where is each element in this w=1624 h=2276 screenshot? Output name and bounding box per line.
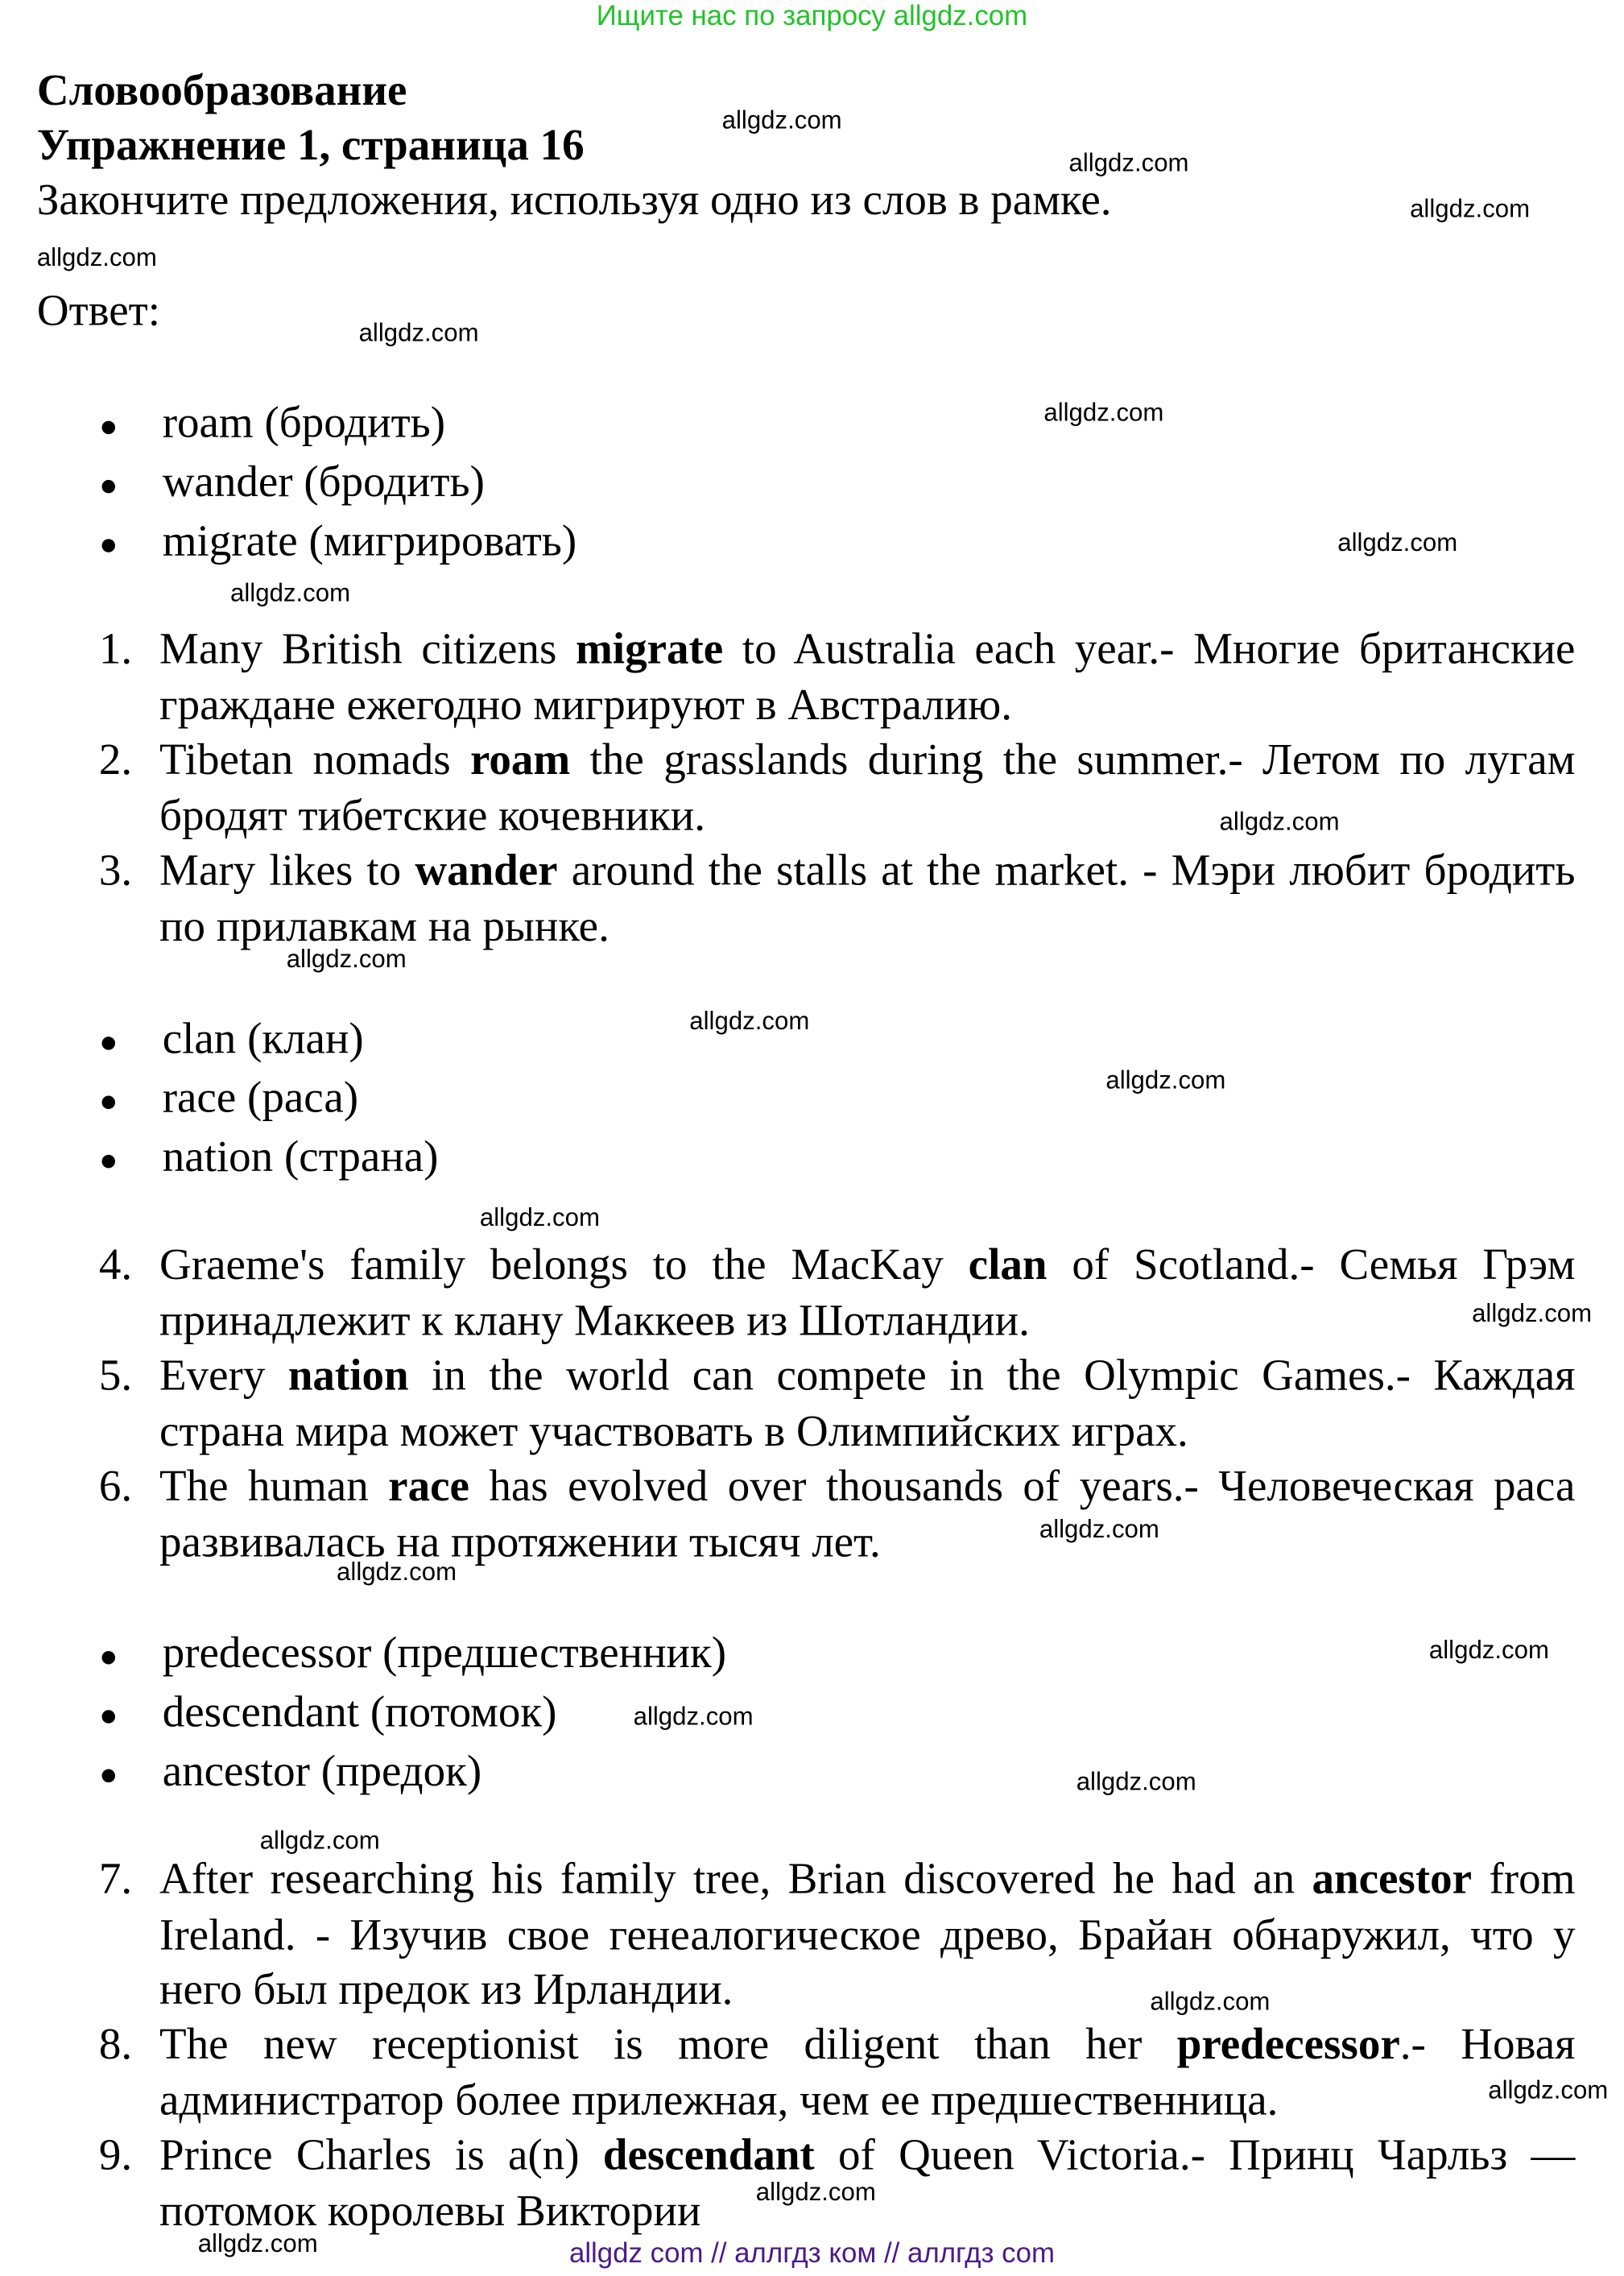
word-text: clan (клан) [162,1014,364,1064]
watermark: allgdz.com [197,2229,318,2258]
word-bullet [99,1743,481,1802]
word-text: migrate (мигрировать) [162,516,577,566]
answer-word: ancestor [1312,1855,1473,1904]
answer-word: race [388,1462,469,1511]
word-bullet [99,1128,439,1187]
word-bullet [99,1624,726,1683]
bullet-icon [102,1036,116,1049]
item-number: 5. [98,1351,133,1401]
watermark: allgdz.com [633,1703,754,1731]
sentence-start: Many British citizens [159,624,576,674]
watermark: allgdz.com [1337,528,1458,557]
watermark: allgdz.com [1105,1066,1226,1095]
sentence-item [99,843,1576,954]
answer-word: migrate [575,624,724,674]
watermark: allgdz.com [230,578,351,607]
item-number: 7. [98,1855,133,1904]
sentence-end: .- Новая администратор более прилежная, чем ее предшественница. [159,2020,1576,2125]
item-number: 6. [98,1462,133,1511]
answer-word: clan [968,1240,1048,1289]
watermark: allgdz.com [1472,1299,1593,1328]
word-bullet [99,1683,557,1742]
word-text: nation (страна) [162,1132,439,1181]
answer-label: Ответ: [36,286,161,336]
word-bullet [99,512,576,571]
watermark: allgdz.com [1076,1767,1196,1796]
watermark: allgdz.com [689,1007,810,1036]
sentence-end: to Australia each year.- Многие британские граждане ежегодно мигрируют в Австралию. [159,624,1576,729]
watermark: allgdz.com [337,1558,457,1587]
answer-word: predecessor [1176,2020,1400,2069]
watermark: allgdz.com [1043,399,1164,427]
answer-word: roam [470,735,571,784]
section-title: Словообразование [36,66,407,116]
sentence-item [99,1459,1576,1570]
word-bullet [99,395,445,453]
watermark: allgdz.com [479,1203,600,1232]
sentence-end: of Scotland.- Семья Грэм принадлежит к клану Маккеев из Шотландии. [159,1240,1576,1345]
answer-word: descendant [602,2130,815,2180]
watermark: allgdz.com [36,243,157,272]
watermark: allgdz.com [1219,807,1340,836]
bullet-icon [102,539,116,552]
sentence-start: After researching his family tree, Brian discovered he had an [159,1855,1312,1904]
watermark: allgdz.com [286,945,407,974]
sentence-start: Tibetan nomads [159,735,471,784]
sentence-item [99,1238,1576,1349]
answer-word: nation [287,1351,409,1401]
word-text: descendant (потомок) [162,1687,557,1737]
sentence-end: around the stalls at the market. - Мэри любит бродить по прилавкам на рынке. [159,846,1576,950]
item-number: 9. [98,2130,133,2180]
sentence-start: The new receptionist is more diligent than her [159,2020,1177,2069]
watermark: allgdz.com [721,106,842,134]
watermark: allgdz.com [1428,1636,1549,1665]
sentence-start: Prince Charles is a(n) [159,2130,603,2180]
footer-links: allgdz com // аллгдз ком // аллгдз com [568,2238,1055,2270]
bullet-icon [102,479,116,493]
sentence-item [99,2017,1576,2129]
bullet-icon [102,1769,116,1782]
sentence-item [99,732,1576,843]
watermark: allgdz.com [259,1827,380,1856]
watermark: allgdz.com [1410,195,1531,223]
sentence-end: of Queen Victoria.- Принц Чарльз — потомок королевы Виктории [159,2130,1576,2236]
sentence-end: the grasslands during the summer.- Летом по лугам бродят тибетские кочевники. [159,735,1576,840]
sentence-end: from Ireland. - Изучив свое генеалогическое древо, Брайан обнаружил, что у него был предок из Ирландии. [159,1855,1576,2015]
item-number: 4. [98,1240,133,1289]
answer-word: wander [415,846,558,896]
bullet-icon [102,1154,116,1168]
watermark: allgdz.com [1068,149,1189,178]
word-text: wander (бродить) [162,457,485,507]
sentence-item [99,622,1576,733]
bullet-icon [102,1095,116,1109]
sentence-start: Every [159,1351,288,1401]
word-text: ancestor (предок) [162,1747,482,1796]
item-number: 8. [98,2020,133,2069]
sentence-item [99,1852,1576,2017]
task-text: Закончите предложения, используя одно из слов в рамке. [36,176,1112,225]
word-bullet [99,1070,358,1128]
item-number: 3. [98,846,133,896]
word-bullet [99,453,485,512]
bullet-icon [102,1650,116,1664]
watermark: allgdz.com [1150,1988,1271,2016]
bullet-icon [102,1710,116,1724]
word-text: roam (бродить) [162,399,446,448]
exercise-heading: Упражнение 1, страница 16 [36,121,585,170]
watermark: allgdz.com [755,2178,876,2207]
watermark: allgdz.com [358,319,479,347]
sentence-item [99,1348,1576,1459]
search-banner: Ищите нас по запросу allgdz.com [596,1,1028,33]
word-text: predecessor (предшественник) [162,1628,727,1678]
sentence-start: Graeme's family belongs to the MacKay [159,1240,969,1289]
sentence-start: Mary likes to [159,846,415,896]
watermark: allgdz.com [1039,1515,1159,1544]
sentence-start: The human [159,1462,389,1511]
item-number: 2. [98,735,133,784]
item-number: 1. [98,624,133,674]
word-text: race (раса) [162,1074,359,1123]
sentence-end: has evolved over thousands of years.- Человеческая раса развивалась на протяжении тысяч лет. [159,1462,1576,1566]
bullet-icon [102,420,116,434]
word-bullet [99,1010,364,1069]
watermark: allgdz.com [1488,2076,1609,2104]
sentence-end: in the world can compete in the Olympic Games.- Каждая страна мира может участвовать в Олимпийских играх. [159,1351,1576,1456]
